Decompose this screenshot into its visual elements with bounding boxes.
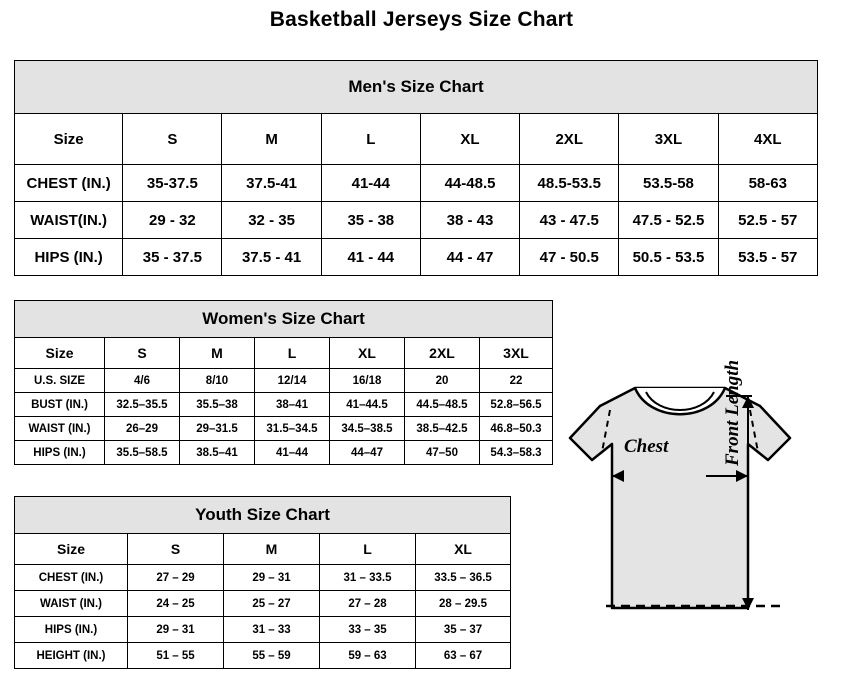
mens-cell: 29 - 32: [123, 202, 222, 239]
mens-cell: 47 - 50.5: [520, 239, 619, 276]
womens-cell: 32.5–35.5: [105, 393, 180, 417]
womens-size-chart-table: [14, 300, 553, 465]
womens-cell: 31.5–34.5: [255, 417, 330, 441]
womens-cell: 29–31.5: [180, 417, 255, 441]
mens-cell: 35 - 38: [321, 202, 420, 239]
womens-cell: 12/14: [255, 369, 330, 393]
table-row: [15, 565, 511, 591]
mens-cell: 37.5-41: [222, 165, 321, 202]
table-row: [15, 617, 511, 643]
youth-chart-title: Youth Size Chart: [15, 497, 511, 534]
womens-row-label: WAIST (IN.): [15, 417, 105, 441]
table-row: [15, 441, 553, 465]
youth-cell: 31 – 33.5: [320, 565, 416, 591]
youth-cell: 29 – 31: [224, 565, 320, 591]
womens-cell: 34.5–38.5: [330, 417, 405, 441]
mens-header-cell: 3XL: [619, 114, 718, 165]
mens-header-cell: 4XL: [718, 114, 817, 165]
womens-header-cell: 2XL: [405, 338, 480, 369]
mens-header-cell: L: [321, 114, 420, 165]
womens-header-cell: 3XL: [480, 338, 553, 369]
womens-cell: 54.3–58.3: [480, 441, 553, 465]
womens-cell: 38.5–42.5: [405, 417, 480, 441]
mens-cell: 48.5-53.5: [520, 165, 619, 202]
mens-cell: 37.5 - 41: [222, 239, 321, 276]
youth-header-cell: XL: [416, 534, 511, 565]
womens-cell: 44.5–48.5: [405, 393, 480, 417]
youth-row-label: WAIST (IN.): [15, 591, 128, 617]
mens-chart-title: Men's Size Chart: [15, 61, 818, 114]
youth-header-cell: L: [320, 534, 416, 565]
womens-chart-title-row: [15, 301, 553, 338]
youth-header-cell: S: [128, 534, 224, 565]
womens-header-cell: M: [180, 338, 255, 369]
youth-cell: 28 – 29.5: [416, 591, 511, 617]
womens-cell: 41–44: [255, 441, 330, 465]
mens-cell: 52.5 - 57: [718, 202, 817, 239]
youth-cell: 33.5 – 36.5: [416, 565, 511, 591]
womens-cell: 41–44.5: [330, 393, 405, 417]
womens-cell: 16/18: [330, 369, 405, 393]
youth-cell: 59 – 63: [320, 643, 416, 669]
womens-cell: 35.5–58.5: [105, 441, 180, 465]
mens-cell: 35 - 37.5: [123, 239, 222, 276]
youth-chart-title-row: [15, 497, 511, 534]
mens-row-label: HIPS (IN.): [15, 239, 123, 276]
youth-cell: 24 – 25: [128, 591, 224, 617]
womens-header-cell: L: [255, 338, 330, 369]
mens-cell: 50.5 - 53.5: [619, 239, 718, 276]
womens-cell: 35.5–38: [180, 393, 255, 417]
mens-cell: 43 - 47.5: [520, 202, 619, 239]
mens-header-cell: Size: [15, 114, 123, 165]
youth-cell: 35 – 37: [416, 617, 511, 643]
womens-header-cell: XL: [330, 338, 405, 369]
jersey-outline-icon: [540, 348, 840, 668]
womens-row-label: U.S. SIZE: [15, 369, 105, 393]
womens-cell: 44–47: [330, 441, 405, 465]
youth-cell: 51 – 55: [128, 643, 224, 669]
mens-cell: 35-37.5: [123, 165, 222, 202]
youth-header-cell: Size: [15, 534, 128, 565]
womens-chart-title: Women's Size Chart: [15, 301, 553, 338]
table-row: [15, 369, 553, 393]
mens-cell: 47.5 - 52.5: [619, 202, 718, 239]
youth-cell: 31 – 33: [224, 617, 320, 643]
mens-row-label: CHEST (IN.): [15, 165, 123, 202]
womens-cell: 46.8–50.3: [480, 417, 553, 441]
mens-cell: 38 - 43: [420, 202, 519, 239]
womens-row-label: BUST (IN.): [15, 393, 105, 417]
youth-cell: 55 – 59: [224, 643, 320, 669]
table-row: [15, 591, 511, 617]
mens-cell: 58-63: [718, 165, 817, 202]
mens-header-cell: S: [123, 114, 222, 165]
womens-cell: 26–29: [105, 417, 180, 441]
youth-size-chart-table: [14, 496, 511, 669]
youth-row-label: HEIGHT (IN.): [15, 643, 128, 669]
table-row: [15, 643, 511, 669]
youth-cell: 63 – 67: [416, 643, 511, 669]
womens-cell: 38.5–41: [180, 441, 255, 465]
table-row: [15, 165, 818, 202]
mens-row-label: WAIST(IN.): [15, 202, 123, 239]
youth-cell: 27 – 28: [320, 591, 416, 617]
womens-cell: 47–50: [405, 441, 480, 465]
table-row: [15, 417, 553, 441]
mens-header-cell: XL: [420, 114, 519, 165]
youth-header-cell: M: [224, 534, 320, 565]
mens-header-row: [15, 114, 818, 165]
youth-cell: 33 – 35: [320, 617, 416, 643]
mens-cell: 53.5-58: [619, 165, 718, 202]
shirt-measurement-diagram: [540, 348, 840, 668]
womens-cell: 8/10: [180, 369, 255, 393]
womens-header-cell: Size: [15, 338, 105, 369]
mens-header-cell: M: [222, 114, 321, 165]
mens-size-chart-table: [14, 60, 818, 276]
womens-cell: 52.8–56.5: [480, 393, 553, 417]
youth-row-label: CHEST (IN.): [15, 565, 128, 591]
table-row: [15, 239, 818, 276]
mens-header-cell: 2XL: [520, 114, 619, 165]
mens-cell: 41-44: [321, 165, 420, 202]
womens-cell: 22: [480, 369, 553, 393]
youth-cell: 29 – 31: [128, 617, 224, 643]
youth-header-row: [15, 534, 511, 565]
table-row: [15, 393, 553, 417]
mens-cell: 41 - 44: [321, 239, 420, 276]
youth-cell: 27 – 29: [128, 565, 224, 591]
mens-chart-title-row: [15, 61, 818, 114]
front-length-measure-label: Front Length: [722, 359, 743, 466]
womens-cell: 38–41: [255, 393, 330, 417]
womens-cell: 20: [405, 369, 480, 393]
womens-cell: 4/6: [105, 369, 180, 393]
mens-cell: 53.5 - 57: [718, 239, 817, 276]
womens-header-row: [15, 338, 553, 369]
chest-measure-label: Chest: [624, 436, 669, 457]
youth-cell: 25 – 27: [224, 591, 320, 617]
mens-cell: 44 - 47: [420, 239, 519, 276]
table-row: [15, 202, 818, 239]
youth-row-label: HIPS (IN.): [15, 617, 128, 643]
mens-cell: 44-48.5: [420, 165, 519, 202]
womens-row-label: HIPS (IN.): [15, 441, 105, 465]
mens-cell: 32 - 35: [222, 202, 321, 239]
womens-header-cell: S: [105, 338, 180, 369]
page-title: Basketball Jerseys Size Chart: [269, 8, 574, 31]
